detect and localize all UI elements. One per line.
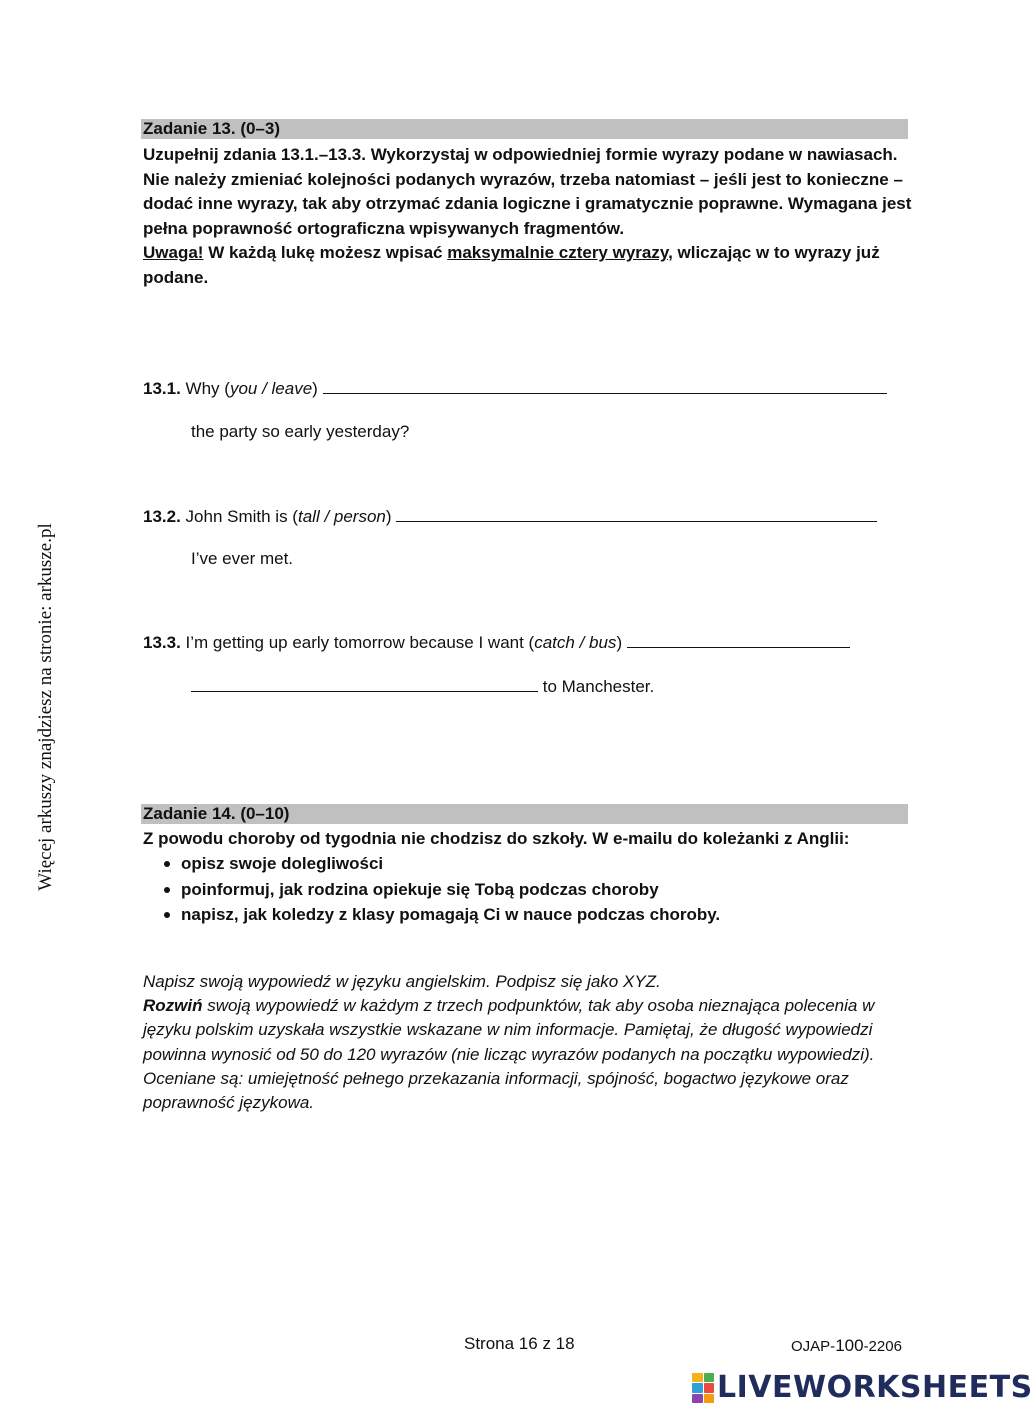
list-item-text: poinformuj, jak rodzina opiekuje się Tobą podczas choroby [181,879,659,899]
answer-blank-13-1[interactable] [323,379,887,394]
question-hint: tall / person [297,507,386,526]
question-13-3-continuation: to Manchester. [542,677,655,696]
liveworksheets-logo[interactable] [692,1371,1033,1405]
question-number: 13.1. [143,379,181,398]
task-14-prompt: Z powodu choroby od tygodnia nie chodzisz do szkoły. W e-mailu do koleżanki z Anglii: [143,829,850,848]
task-13-instruction-block [143,143,913,290]
bullet-icon [164,861,170,867]
exam-code-main: 100 [835,1336,864,1355]
question-text-end: ) [385,507,392,526]
question-text: John Smith is ( [185,507,298,526]
liveworksheets-logo-text: LIVEWORKSHEETS [717,1370,1033,1405]
question-13-1 [143,378,887,400]
answer-blank-13-2[interactable] [396,507,877,522]
question-number: 13.3. [143,633,181,652]
list-item [143,877,923,903]
question-text: Why ( [185,379,230,398]
exam-code-suffix: -2206 [863,1338,902,1355]
directions-paragraph [143,994,913,1115]
task-13-note [143,241,913,290]
question-13-3 [143,632,850,654]
list-item [143,902,923,928]
bullet-icon [164,912,170,918]
question-13-2-continuation: I’ve ever met. [191,549,294,568]
list-item [143,851,923,877]
task-14-header: Zadanie 14. (0–10) [141,804,908,824]
task-13-instruction: Uzupełnij zdania 13.1.–13.3. Wykorzystaj w odpowiedniej formie wyrazy podane w nawiasach. Nie należy zmieniać kolejności podanych wyrazów, trzeba natomiast – jeśli jest to konieczne – dodać inne wyrazy, tak aby otrzymać zdania logiczne i gramatycznie poprawne. Wymagana jest pełna poprawność ortograficzna wpisywanych fragmentów. [143,145,912,238]
list-item-text: opisz swoje dolegliwości [181,854,384,873]
exam-code [791,1336,902,1356]
note-text-1: W każdą lukę możesz wpisać [203,243,448,262]
question-text: I’m getting up early tomorrow because I want ( [185,633,535,652]
question-text-end: ) [616,633,623,652]
liveworksheets-logo-icon [692,1373,714,1403]
directions-emphasis: Rozwiń [143,996,203,1016]
note-label: Uwaga! [143,243,204,262]
question-text-end: ) [312,379,318,398]
page-number: Strona 16 z 18 [464,1334,575,1353]
question-13-3-continuation-row [191,676,654,698]
sidebar-watermark: Więcej arkuszy znajdziesz na stronie: arkusze.pl [35,523,56,891]
task-13-header: Zadanie 13. (0–3) [141,119,908,139]
bullet-icon [164,887,170,893]
question-number: 13.2. [143,507,181,526]
directions-text: swoją wypowiedź w każdym z trzech podpunktów, tak aby osoba nieznająca polecenia w języku polskim uzyskała wszystkie wskazane w nim informacje. Pamiętaj, że długość wypowiedzi powinna wynosić od 50 do 120 wyrazów (nie licząc wyrazów podanych na początku wypowiedzi). Oceniane są: umiejętność pełnego przekazania informacji, spójność, bogactwo językowe oraz poprawność językowa. [143,996,875,1113]
question-hint: catch / bus [534,633,617,652]
answer-blank-13-3a[interactable] [627,633,850,648]
exam-code-prefix: OJAP- [791,1338,836,1355]
note-emphasis: maksymalnie cztery wyrazy [447,243,669,262]
question-13-1-continuation: the party so early yesterday? [191,422,410,441]
task-14-directions [143,970,913,1115]
directions-line-1: Napisz swoją wypowiedź w języku angielskim. Podpisz się jako XYZ. [143,972,661,991]
answer-blank-13-3b[interactable] [191,677,538,692]
list-item-text: napisz, jak koledzy z klasy pomagają Ci w nauce podczas choroby. [181,905,721,924]
question-13-2 [143,506,877,528]
note-text-2: , wliczając w to wyrazy już podane. [143,243,880,287]
question-hint: you / leave [229,379,313,398]
task-14-bullet-list [143,851,923,928]
